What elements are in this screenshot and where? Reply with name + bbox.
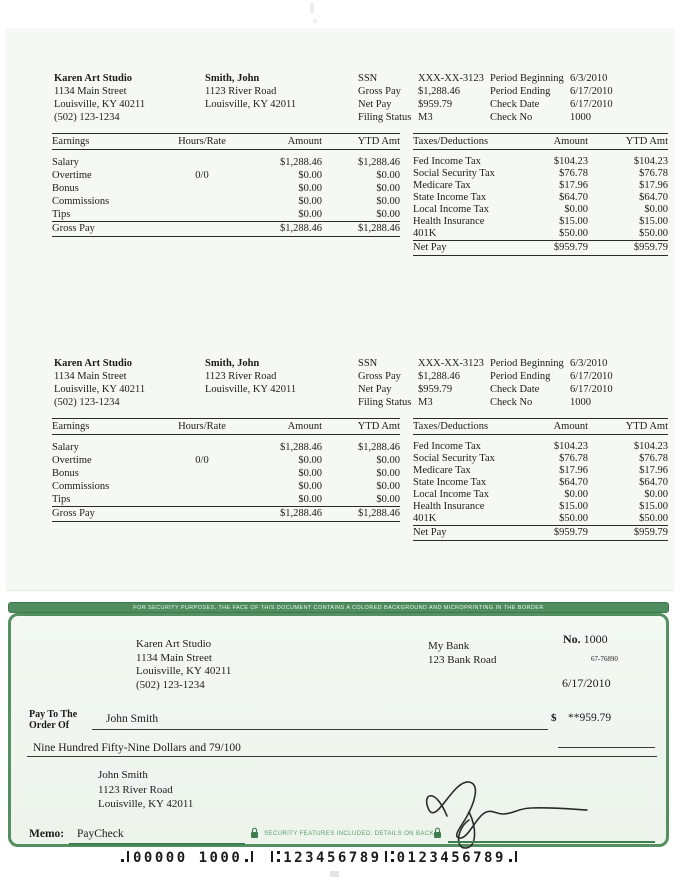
tax-label: State Income Tax [413, 192, 487, 203]
taxes-rows [413, 441, 668, 525]
tax-amount: $0.00 [564, 489, 588, 500]
memo-label: Memo: [29, 828, 65, 840]
gross-pay-row [52, 506, 400, 522]
taxes-rows [413, 156, 668, 240]
check-employer-phone: (502) 123-1234 [136, 678, 205, 691]
earning-hours [152, 208, 252, 221]
earning-ytd: $0.00 [376, 455, 400, 466]
info-label: Net Pay [358, 384, 392, 395]
net-pay-ytd: $959.79 [633, 242, 668, 253]
taxes-header [413, 133, 668, 150]
tax-row [413, 156, 668, 168]
info-row [358, 383, 670, 396]
earnings-row [52, 480, 400, 493]
pay-period-info [358, 72, 670, 124]
tax-ytd: $17.96 [639, 465, 668, 476]
col-taxes: Taxes/Deductions [413, 136, 489, 147]
info-label: Filing Status [358, 112, 412, 123]
earnings-rows [52, 156, 400, 221]
pay-stub-1 [52, 60, 668, 292]
earnings-row [52, 156, 400, 169]
bank-name: My Bank [428, 640, 470, 652]
earning-label: Commissions [52, 196, 110, 207]
dollar-sign: $ [551, 712, 557, 724]
tax-label: State Income Tax [413, 477, 487, 488]
col-amount: Amount [287, 421, 322, 432]
earning-hours [152, 480, 252, 493]
earning-ytd: $1,288.46 [358, 157, 400, 168]
check-number-value: 1000 [583, 632, 608, 646]
micr-account: 0123456789 [396, 850, 506, 866]
earning-label: Salary [52, 442, 79, 453]
earning-amount: $1,288.46 [280, 442, 322, 453]
micr-line [118, 850, 521, 866]
earnings-row [52, 441, 400, 454]
tax-row [413, 513, 668, 525]
pay-stub-sheet [6, 28, 674, 590]
earnings-table [52, 133, 400, 237]
tax-row [413, 216, 668, 228]
check-employer-street: 1134 Main Street [136, 651, 212, 664]
earning-hours [152, 156, 252, 169]
tax-ytd: $15.00 [639, 501, 668, 512]
tax-amount: $64.70 [559, 192, 588, 203]
tax-label: Social Security Tax [413, 453, 495, 464]
tax-row [413, 489, 668, 501]
tax-label: Fed Income Tax [413, 441, 481, 452]
col-hours-rate: Hours/Rate [178, 136, 226, 147]
check-number [563, 632, 608, 647]
earning-hours [152, 195, 252, 208]
earnings-header [52, 418, 400, 435]
check-fraction: 67-76890 [591, 655, 618, 663]
net-pay-ytd: $959.79 [633, 527, 668, 538]
tax-label: 401K [413, 228, 437, 239]
info-row [358, 72, 670, 85]
earning-amount: $0.00 [298, 196, 322, 207]
info-label: Check No [490, 397, 533, 408]
info-label: Gross Pay [358, 371, 401, 382]
micr-onus-symbol [509, 850, 518, 863]
info-value: 6/17/2010 [570, 99, 613, 110]
payee-rule-line [92, 729, 548, 730]
check-amount: **959.79 [568, 712, 612, 724]
net-pay-amount: $959.79 [553, 527, 588, 538]
micr-transit-symbol [385, 850, 394, 863]
micr-transit-symbol [271, 850, 280, 863]
earning-ytd: $0.00 [376, 209, 400, 220]
earning-hours [152, 493, 252, 506]
earning-hours [152, 182, 252, 195]
tax-row [413, 228, 668, 240]
col-hours-rate: Hours/Rate [178, 421, 226, 432]
tax-label: Social Security Tax [413, 168, 495, 179]
tax-row [413, 477, 668, 489]
pay-stub-2 [52, 345, 668, 577]
employer-street: 1134 Main Street [54, 86, 127, 97]
earning-label: Bonus [52, 183, 79, 194]
info-label: Gross Pay [358, 86, 401, 97]
info-value: $1,288.46 [418, 371, 460, 382]
info-label: Check Date [490, 99, 540, 110]
info-label: Net Pay [358, 99, 392, 110]
info-value: XXX-XX-3123 [418, 73, 484, 84]
tax-ytd: $104.23 [633, 156, 668, 167]
earning-hours: 0/0 [195, 170, 209, 181]
net-pay-label: Net Pay [413, 527, 447, 538]
info-value: 6/3/2010 [570, 73, 608, 84]
earning-amount: $0.00 [298, 468, 322, 479]
earnings-row [52, 493, 400, 506]
earning-hours [152, 467, 252, 480]
employee-address-block [205, 357, 296, 396]
scan-speck [310, 3, 314, 13]
tax-row [413, 204, 668, 216]
info-label: Period Ending [490, 371, 551, 382]
tax-amount: $64.70 [559, 477, 588, 488]
info-label: SSN [358, 358, 378, 369]
employer-address-block [54, 72, 145, 124]
earning-label: Bonus [52, 468, 79, 479]
tax-row [413, 465, 668, 477]
col-ytd-amt: YTD Amt [625, 136, 668, 147]
earning-hours [152, 441, 252, 454]
info-value: $959.79 [418, 384, 453, 395]
earnings-row [52, 195, 400, 208]
earnings-row [52, 467, 400, 480]
net-pay-amount: $959.79 [553, 242, 588, 253]
micr-onus-symbol [121, 850, 130, 863]
earning-label: Overtime [52, 455, 92, 466]
col-taxes: Taxes/Deductions [413, 421, 489, 432]
employee-name: Smith, John [205, 73, 260, 84]
check-number-label: No. [563, 632, 581, 646]
padlock-icon [250, 827, 259, 839]
employer-name: Karen Art Studio [54, 358, 132, 369]
tax-ytd: $0.00 [644, 489, 668, 500]
tax-label: Medicare Tax [413, 465, 471, 476]
taxes-table [413, 133, 668, 256]
col-ytd-amt: YTD Amt [357, 421, 400, 432]
tax-ytd: $76.78 [639, 168, 668, 179]
employer-street: 1134 Main Street [54, 371, 127, 382]
tax-ytd: $50.00 [639, 513, 668, 524]
gross-pay-label: Gross Pay [52, 223, 95, 234]
employer-city: Louisville, KY 40211 [54, 99, 146, 110]
info-row [358, 370, 670, 383]
earnings-header [52, 133, 400, 150]
earning-ytd: $0.00 [376, 183, 400, 194]
payee-address-block [98, 768, 193, 812]
earning-label: Salary [52, 157, 79, 168]
taxes-header [413, 418, 668, 435]
col-amount: Amount [553, 421, 588, 432]
earning-ytd: $1,288.46 [358, 442, 400, 453]
earnings-row [52, 454, 400, 467]
micr-onus-symbol [245, 850, 254, 863]
earning-label: Tips [52, 494, 71, 505]
earning-label: Commissions [52, 481, 110, 492]
tax-row [413, 192, 668, 204]
tax-amount: $76.78 [559, 453, 588, 464]
earnings-row [52, 208, 400, 221]
earnings-row [52, 169, 400, 182]
col-earnings: Earnings [52, 421, 90, 432]
earning-hours: 0/0 [195, 455, 209, 466]
tax-label: Medicare Tax [413, 180, 471, 191]
tax-label: Local Income Tax [413, 204, 490, 215]
gross-pay-row [52, 221, 400, 237]
net-pay-label: Net Pay [413, 242, 447, 253]
employer-city: Louisville, KY 40211 [54, 384, 146, 395]
info-row [358, 111, 670, 124]
tax-amount: $15.00 [559, 501, 588, 512]
tax-ytd: $50.00 [639, 228, 668, 239]
col-amount: Amount [553, 136, 588, 147]
earning-ytd: $0.00 [376, 170, 400, 181]
employee-city: Louisville, KY 42011 [205, 99, 297, 110]
payee-name: John Smith [106, 713, 159, 725]
employer-address-block [54, 357, 145, 409]
info-value: XXX-XX-3123 [418, 358, 484, 369]
check-date: 6/17/2010 [562, 676, 611, 690]
earning-ytd: $0.00 [376, 494, 400, 505]
taxes-table [413, 418, 668, 541]
info-label: Check Date [490, 384, 540, 395]
tax-row [413, 168, 668, 180]
info-value: 6/17/2010 [570, 86, 613, 97]
tax-amount: $17.96 [559, 465, 588, 476]
tax-ytd: $76.78 [639, 453, 668, 464]
amount-rule-line [558, 747, 655, 748]
earnings-row [52, 182, 400, 195]
earning-amount: $0.00 [298, 183, 322, 194]
info-row [358, 85, 670, 98]
employee-name: Smith, John [205, 358, 260, 369]
earning-amount: $1,288.46 [280, 157, 322, 168]
gross-pay-amount: $1,288.46 [280, 223, 322, 234]
signature-rule-line [448, 841, 655, 843]
employee-address-block [205, 72, 296, 111]
earning-ytd: $0.00 [376, 481, 400, 492]
amount-words-rule-line [27, 756, 657, 757]
tax-ytd: $17.96 [639, 180, 668, 191]
tax-amount: $15.00 [559, 216, 588, 227]
pay-period-info [358, 357, 670, 409]
pay-to-the-order-of-label: Pay To The Order Of [29, 709, 78, 731]
employee-city: Louisville, KY 42011 [205, 384, 297, 395]
tax-label: Local Income Tax [413, 489, 490, 500]
employee-street: 1123 River Road [205, 86, 277, 97]
col-ytd-amt: YTD Amt [625, 421, 668, 432]
col-earnings: Earnings [52, 136, 90, 147]
tax-label: Fed Income Tax [413, 156, 481, 167]
tax-row [413, 453, 668, 465]
info-label: Period Beginning [490, 73, 564, 84]
earning-label: Overtime [52, 170, 92, 181]
micr-serial: 00000 1000 [133, 850, 243, 866]
info-label: Period Beginning [490, 358, 564, 369]
net-pay-row [413, 240, 668, 256]
info-value: M3 [418, 112, 433, 123]
info-value: $1,288.46 [418, 86, 460, 97]
payee-address-city: Louisville, KY 42011 [98, 798, 194, 810]
security-banner [8, 602, 669, 613]
scan-speck [313, 19, 317, 23]
info-value: M3 [418, 397, 433, 408]
earning-amount: $0.00 [298, 170, 322, 181]
earning-ytd: $0.00 [376, 468, 400, 479]
info-row [358, 98, 670, 111]
tax-label: Health Insurance [413, 501, 485, 512]
col-amount: Amount [287, 136, 322, 147]
info-value: 6/17/2010 [570, 384, 613, 395]
earning-amount: $0.00 [298, 494, 322, 505]
check-employer-block [136, 638, 231, 692]
employer-phone: (502) 123-1234 [54, 397, 120, 408]
tax-amount: $17.96 [559, 180, 588, 191]
scan-speck [330, 871, 339, 877]
earning-amount: $0.00 [298, 209, 322, 220]
memo-rule-line [69, 843, 245, 845]
info-label: SSN [358, 73, 378, 84]
earning-amount: $0.00 [298, 481, 322, 492]
memo-value: PayCheck [77, 828, 124, 840]
info-value: 6/17/2010 [570, 371, 613, 382]
amount-in-words: Nine Hundred Fifty-Nine Dollars and 79/100 [33, 742, 241, 754]
earning-label: Tips [52, 209, 71, 220]
info-row [358, 396, 670, 409]
payee-address-name: John Smith [98, 769, 148, 781]
tax-amount: $0.00 [564, 204, 588, 215]
micr-routing: 123456789 [283, 850, 382, 866]
gross-pay-label: Gross Pay [52, 508, 95, 519]
bank-block [428, 639, 496, 667]
check-employer-city: Louisville, KY 40211 [136, 665, 232, 677]
bank-address: 123 Bank Road [428, 654, 497, 666]
employer-phone: (502) 123-1234 [54, 112, 120, 123]
info-value: 6/3/2010 [570, 358, 608, 369]
padlock-icon [433, 827, 442, 839]
employer-name: Karen Art Studio [54, 73, 132, 84]
tax-ytd: $64.70 [639, 192, 668, 203]
net-pay-row [413, 525, 668, 541]
tax-amount: $76.78 [559, 168, 588, 179]
tax-ytd: $104.23 [633, 441, 668, 452]
earning-amount: $0.00 [298, 455, 322, 466]
earnings-table [52, 418, 400, 522]
employee-street: 1123 River Road [205, 371, 277, 382]
gross-pay-ytd: $1,288.46 [358, 223, 400, 234]
info-label: Filing Status [358, 397, 412, 408]
tax-label: Health Insurance [413, 216, 485, 227]
tax-row [413, 501, 668, 513]
earnings-rows [52, 441, 400, 506]
security-note: SECURITY FEATURES INCLUDED. DETAILS ON BACK [264, 830, 435, 837]
tax-amount: $50.00 [559, 513, 588, 524]
tax-ytd: $15.00 [639, 216, 668, 227]
info-label: Check No [490, 112, 533, 123]
tax-row [413, 441, 668, 453]
tax-amount: $104.23 [553, 156, 588, 167]
payee-address-street: 1123 River Road [98, 783, 173, 796]
tax-amount: $50.00 [559, 228, 588, 239]
check-employer-name: Karen Art Studio [136, 638, 212, 650]
gross-pay-ytd: $1,288.46 [358, 508, 400, 519]
info-value: 1000 [570, 397, 591, 408]
tax-label: 401K [413, 513, 437, 524]
tax-row [413, 180, 668, 192]
info-row [358, 357, 670, 370]
tax-ytd: $64.70 [639, 477, 668, 488]
check [8, 613, 669, 847]
info-label: Period Ending [490, 86, 551, 97]
info-value: 1000 [570, 112, 591, 123]
col-ytd-amt: YTD Amt [357, 136, 400, 147]
tax-ytd: $0.00 [644, 204, 668, 215]
gross-pay-amount: $1,288.46 [280, 508, 322, 519]
earning-ytd: $0.00 [376, 196, 400, 207]
security-banner-text: FOR SECURITY PURPOSES, THE FACE OF THIS DOCUMENT CONTAINS A COLORED BACKGROUND AND MICROPRINTING IN THE BORDER [133, 604, 544, 611]
tax-amount: $104.23 [553, 441, 588, 452]
info-value: $959.79 [418, 99, 453, 110]
